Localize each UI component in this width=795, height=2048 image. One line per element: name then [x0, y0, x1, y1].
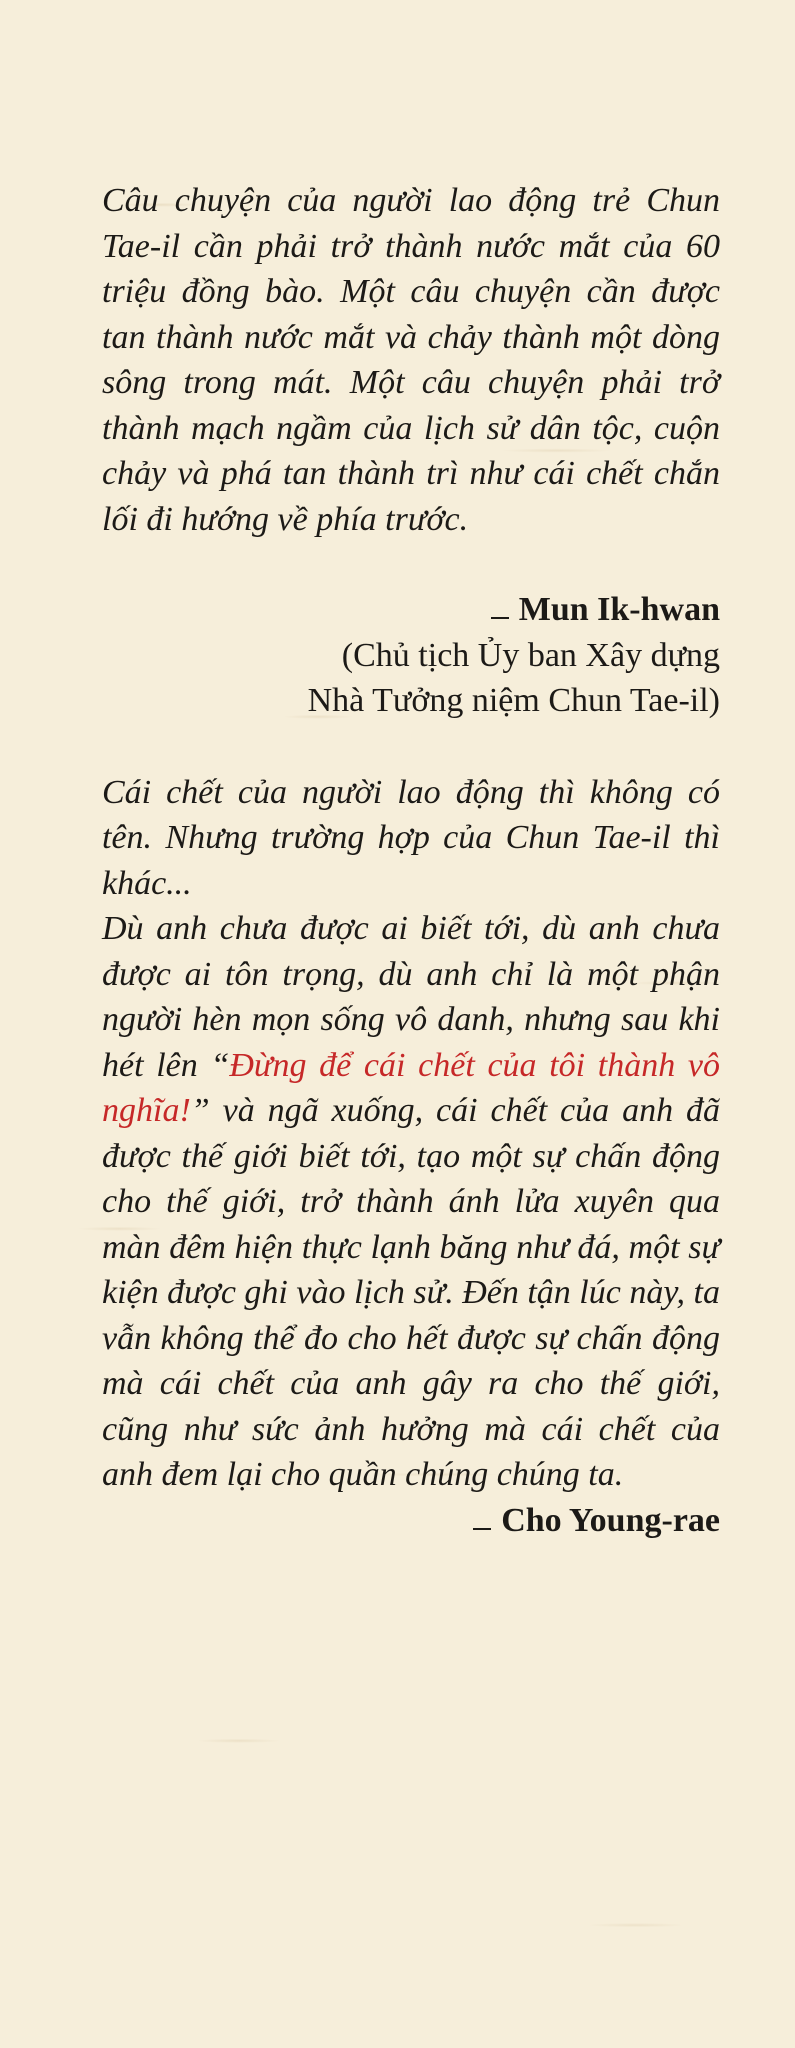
quote-text-after: ” và ngã xuống, cái chết của anh đã được thế giới biết tới, tạo một sự chấn động cho thế giới, trở thành ánh lửa xuyên qua màn đêm hiện thực lạnh băng như đá, một sự kiện được ghi vào lịch sử. Đến tận lúc này, ta vẫn không thể đo cho hết được sự chấn động mà cái chết của anh gây ra cho thế giới, cũng như sức ảnh hưởng mà cái chết của anh đem lại cho quần chúng chúng ta. [102, 1092, 720, 1493]
author-name: Cho Young-rae [501, 1501, 720, 1539]
attribution-cho-young-rae [102, 1498, 720, 1544]
document-page [102, 178, 720, 1543]
attribution-mun-ik-hwan [102, 587, 720, 633]
highlighted-quote: Đừng để cái chết của tôi thành vô nghĩa! [102, 1046, 721, 1129]
quote-mun-ik-hwan: Câu chuyện của người lao động trẻ Chun Tae-il cần phải trở thành nước mắt của 60 triệu đồng bào. Một câu chuyện cần được tan thành nước mắt và chảy thành một dòng sông trong mát. Một câu chuyện phải trở thành mạch ngầm của lịch sử dân tộc, cuộn chảy và phá tan thành trì như cái chết chắn lối đi hướng về phía trước. [102, 182, 720, 538]
author-role-line-2: Nhà Tưởng niệm Chun Tae-il) [307, 682, 720, 719]
dash-mark [473, 1528, 491, 1530]
quote-text-before: Dù anh chưa được ai biết tới, dù anh chưa được ai tôn trọng, dù anh chỉ là một phận người hèn mọn sống vô danh, nhưng sau khi hét lên “ [102, 910, 720, 1084]
quote-cho-young-rae-part-1: Cái chết của người lao động thì không có tên. Nhưng trường hợp của Chun Tae-il thì khác... [102, 773, 720, 902]
author-name: Mun Ik-hwan [518, 591, 720, 628]
dash-mark [491, 617, 509, 619]
quote-cho-young-rae-part-2 [102, 906, 720, 1498]
author-role-line-1: (Chủ tịch Ủy ban Xây dựng [341, 636, 720, 674]
